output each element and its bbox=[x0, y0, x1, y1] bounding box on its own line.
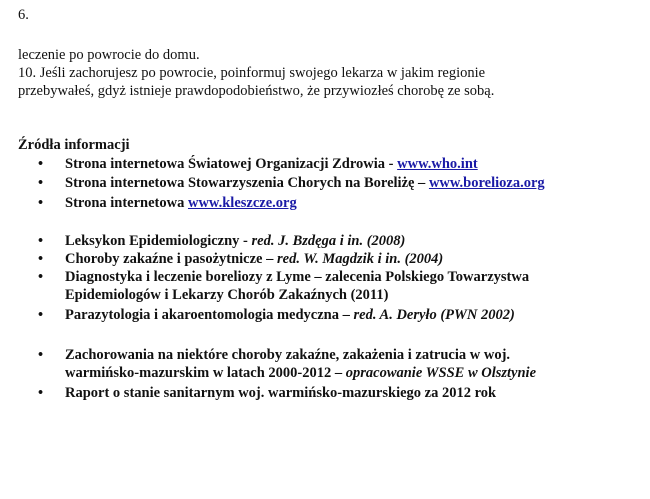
source-link-borelioza[interactable]: www.borelioza.org bbox=[428, 175, 545, 191]
report-author: opracowanie WSSE w Olsztynie bbox=[345, 365, 537, 381]
bullet: • bbox=[38, 385, 44, 401]
bullet: • bbox=[38, 307, 44, 323]
source-text: Strona internetowa Stowarzyszenia Chorych na Boreliżę – bbox=[65, 175, 429, 191]
sources-heading: Źródła informacji bbox=[18, 137, 130, 153]
bullet: • bbox=[38, 195, 44, 211]
page-number: 6. bbox=[18, 7, 29, 23]
bullet: • bbox=[38, 156, 44, 172]
book-author: red. J. Bzdęga i in. (2008) bbox=[251, 233, 406, 249]
text-line-1: leczenie po powrocie do domu. bbox=[18, 47, 200, 63]
text-line-2: 10. Jeśli zachorujesz po powrocie, poinformuj swojego lekarza w jakim regionie bbox=[18, 65, 486, 81]
bullet: • bbox=[38, 269, 44, 285]
source-link-who[interactable]: www.who.int bbox=[397, 156, 478, 172]
source-link-kleszcze[interactable]: www.kleszcze.org bbox=[187, 195, 297, 211]
book-title: Diagnostyka i leczenie boreliozy z Lyme – zalecenia Polskiego Towarzystwa bbox=[65, 269, 530, 285]
report-title-cont: warmińsko-mazurskim w latach 2000-2012 – bbox=[65, 365, 346, 381]
source-text: Strona internetowa Światowej Organizacji Zdrowia - bbox=[65, 156, 398, 172]
text-line-3: przebywałeś, gdyż istnieje prawdopodobieństwo, że przywiozłeś chorobę ze sobą. bbox=[18, 83, 495, 99]
bullet: • bbox=[38, 175, 44, 191]
bullet: • bbox=[38, 251, 44, 267]
report-title: Raport o stanie sanitarnym woj. warmińsko-mazurskiego za 2012 rok bbox=[65, 385, 497, 401]
book-title: Parazytologia i akaroentomologia medyczna – bbox=[65, 307, 354, 323]
book-title-cont: Epidemiologów i Lekarzy Chorób Zakaźnych (2011) bbox=[65, 287, 389, 303]
bullet: • bbox=[38, 233, 44, 249]
report-title: Zachorowania na niektóre choroby zakaźne, zakażenia i zatrucia w woj. bbox=[65, 347, 511, 363]
book-author: red. W. Magdzik i in. (2004) bbox=[277, 251, 444, 267]
book-title: Leksykon Epidemiologiczny - bbox=[65, 233, 252, 249]
source-text: Strona internetowa bbox=[65, 195, 188, 211]
bullet: • bbox=[38, 347, 44, 363]
book-title: Choroby zakaźne i pasożytnicze – bbox=[65, 251, 277, 267]
book-author: red. A. Deryło (PWN 2002) bbox=[353, 307, 515, 323]
